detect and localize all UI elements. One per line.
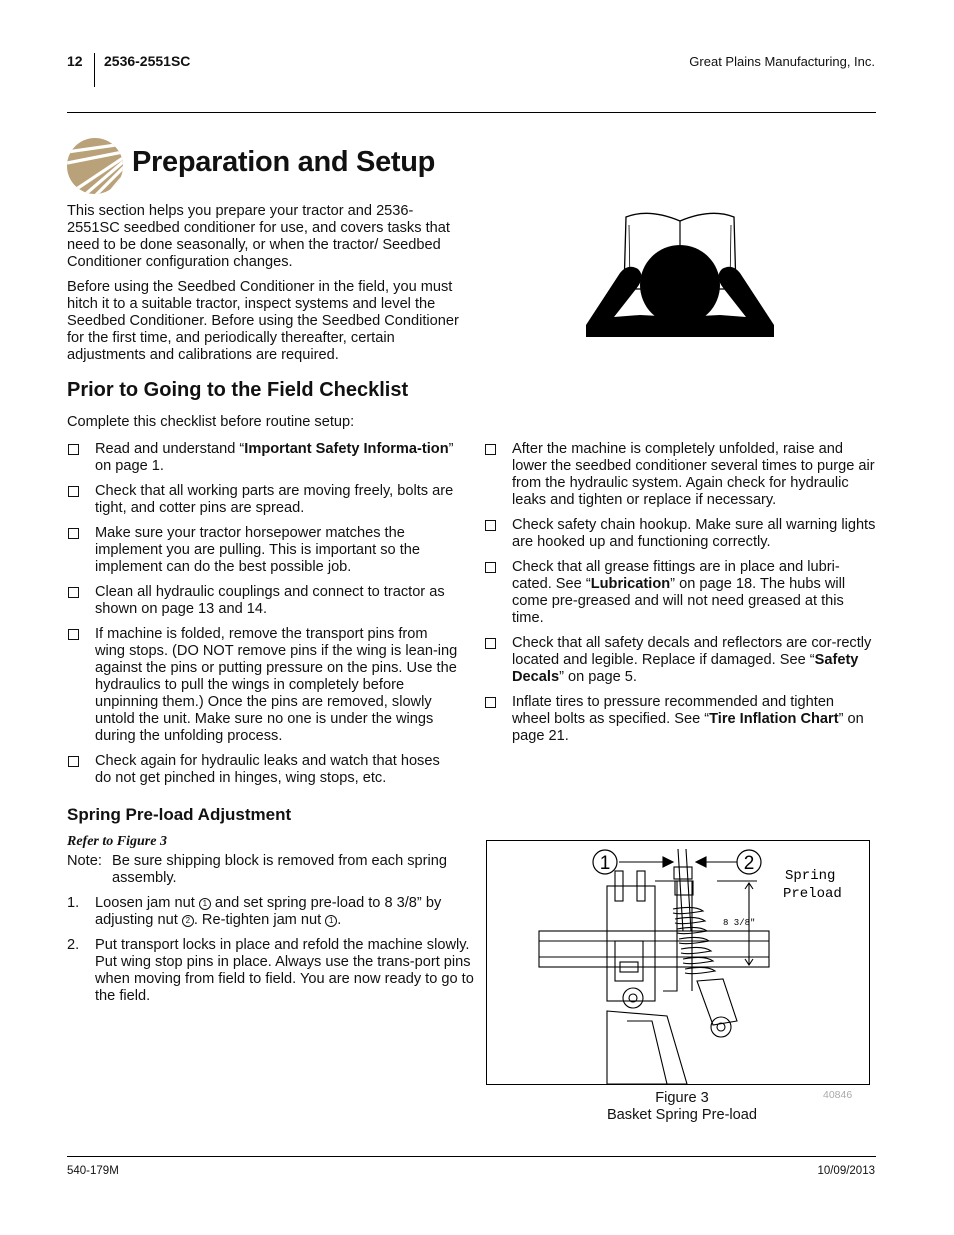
checklist-heading: Prior to Going to the Field Checklist: [67, 379, 409, 401]
checklist-item: After the machine is completely unfolded, raise and lower the seedbed conditioner several times to purge air from the hydraulic system. Again check for hydraulic leaks and tighten or replace if necessary.: [484, 441, 876, 509]
checklist-item: Check again for hydraulic leaks and watch that hoses do not get pinched in hinges, wing stops, etc.: [67, 753, 460, 787]
intro-paragraph-1: This section helps you prepare your tractor and 2536-2551SC seedbed conditioner for use, and covers tasks that need to be done seasonally, or when the tractor/ Seedbed Conditioner configuration changes.: [67, 203, 450, 270]
checkbox-icon[interactable]: [485, 444, 496, 455]
company-logo-icon: [67, 138, 123, 194]
checkbox-icon[interactable]: [485, 697, 496, 708]
callout-1-label: 1: [599, 853, 611, 874]
checklist-item: Clean all hydraulic couplings and connect to tractor as shown on page 13 and 14.: [67, 584, 460, 618]
checklist-item: Make sure your tractor horsepower matches the implement you are pulling. This is important so the implement can do the best possible job.: [67, 525, 460, 576]
checkbox-icon[interactable]: [485, 638, 496, 649]
figure-3: [486, 840, 870, 1085]
checkbox-icon[interactable]: [68, 756, 79, 767]
checklist-left: [67, 441, 460, 795]
header-rule: [67, 112, 876, 113]
checklist-item: Inflate tires to pressure recommended and tighten wheel bolts as specified. See “Tire Inflation Chart” on page 21.: [484, 694, 876, 745]
checklist-item: Check that all safety decals and reflectors are cor-rectly located and legible. Replace if damaged. See “Safety Decals” on page 5.: [484, 635, 876, 686]
figure-number: Figure 3: [655, 1090, 709, 1106]
footer-rule: [67, 1156, 876, 1157]
company-name: Great Plains Manufacturing, Inc.: [689, 54, 875, 69]
preload-label: Preload: [783, 886, 842, 902]
callout-1-icon: 1: [199, 898, 211, 910]
note-text: Be sure shipping block is removed from each spring assembly.: [112, 853, 448, 886]
checkbox-icon[interactable]: [485, 562, 496, 573]
footer-date: 10/09/2013: [817, 1165, 875, 1177]
callout-2-label: 2: [743, 853, 755, 874]
spring-heading: Spring Pre-load Adjustment: [67, 805, 292, 824]
read-manual-icon: [584, 205, 776, 340]
checklist-item: If machine is folded, remove the transport pins from wing stops. (DO NOT remove pins if the wing is lean-ing against the pins or putting pressure on the pins. Use the hydraulics to pull the wings in completely before unpinning them.) Once the pins are removed, slowly untold the unit. Make sure no one is under the wings during the unfolding process.: [67, 626, 460, 745]
callout-1-icon: 1: [325, 915, 337, 927]
spring-label: Spring: [785, 868, 836, 884]
art-number: 40846: [823, 1089, 853, 1101]
page-number: 12: [67, 53, 83, 69]
model-number: 2536-2551SC: [104, 53, 191, 69]
checklist-item: Check that all working parts are moving freely, bolts are tight, and cotter pins are spread.: [67, 483, 460, 517]
note-label: Note:: [67, 853, 102, 869]
footer-part-number: 540-179M: [67, 1165, 119, 1177]
steps-list: [67, 895, 482, 1013]
checkbox-icon[interactable]: [68, 528, 79, 539]
checklist-right: [484, 441, 876, 753]
callout-2-icon: 2: [182, 915, 194, 927]
checkbox-icon[interactable]: [485, 520, 496, 531]
dimension-label: 8 3/8": [723, 918, 756, 928]
figure-title: Basket Spring Pre-load: [606, 1107, 758, 1123]
checklist-item: Check safety chain hookup. Make sure all warning lights are hooked up and functioning correctly.: [484, 517, 876, 551]
checklist-item: Check that all grease fittings are in place and lubri-cated. See “Lubrication” on page 18. The hubs will come pre-greased and will not need greased at this time.: [484, 559, 876, 627]
note: [67, 853, 477, 887]
intro-paragraph-2: Before using the Seedbed Conditioner in the field, you must hitch it to a suitable tractor, inspect systems and level the Seedbed Conditioner. Before using the Seedbed Conditioner for the first time, and periodically thereafter, certain adjustments and calibrations are required.: [67, 279, 459, 363]
figure-caption: [592, 1090, 772, 1124]
step-item: 1. Loosen jam nut 1 and set spring pre-load to 8 3/8” by adjusting nut 2 . Re-tighten jam nut 1 .: [67, 895, 442, 928]
header-divider: [94, 53, 95, 87]
checkbox-icon[interactable]: [68, 629, 79, 640]
page-title: Preparation and Setup: [132, 146, 436, 178]
step-item: 2. Put transport locks in place and refold the machine slowly. Put wing stop pins in place. Always use the trans-port pins when moving from field to field. You are now ready to go to the field.: [67, 937, 474, 1004]
checkbox-icon[interactable]: [68, 587, 79, 598]
checklist-lead: Complete this checklist before routine setup:: [67, 414, 355, 430]
figure-reference: Refer to Figure 3: [67, 834, 167, 849]
checkbox-icon[interactable]: [68, 486, 79, 497]
spring-preload-diagram: [487, 841, 869, 1084]
checkbox-icon[interactable]: [68, 444, 79, 455]
checklist-item: Read and understand “Important Safety Informa-tion” on page 1.: [67, 441, 460, 475]
